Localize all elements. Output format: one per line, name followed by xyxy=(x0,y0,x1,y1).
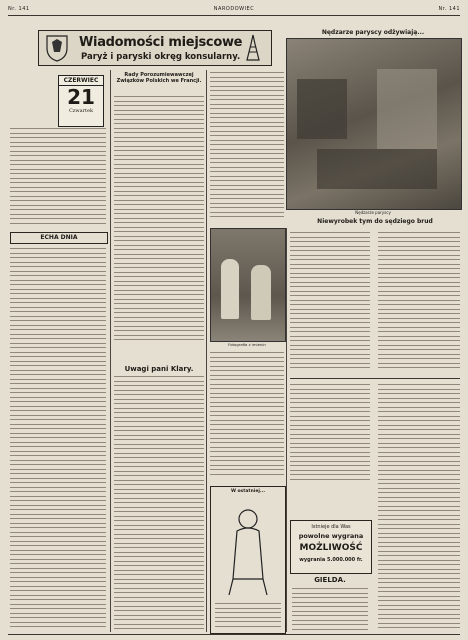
exchange-table xyxy=(292,588,368,632)
banner-subtitle: Paryż i paryski okręg konsularny. xyxy=(81,52,241,62)
page-number-right: Nr. 141 xyxy=(438,6,460,12)
column3-text-mid xyxy=(210,352,284,482)
caption-center-photo: Fotografia z imienin xyxy=(228,342,266,347)
headline-w-ostatniej: W ostatniej... xyxy=(230,489,266,494)
page-header xyxy=(8,4,460,14)
bottom-rule xyxy=(8,634,460,635)
echa-dnia-title: ECHA DNIA xyxy=(40,234,78,241)
left-column-text-top xyxy=(10,128,106,228)
calendar-weekday: Czwartek xyxy=(68,108,94,114)
illustration-figure-icon xyxy=(219,499,277,599)
crest-icon xyxy=(45,34,69,62)
headline-gielda: GIELDA. xyxy=(314,576,346,584)
calendar-month: CZERWIEC xyxy=(59,76,103,86)
column-rule-3 xyxy=(286,228,287,632)
banner-title: Wiadomości miejscowe xyxy=(79,35,243,50)
photo-children xyxy=(210,228,286,342)
header-rule xyxy=(8,15,460,16)
ad-line2: powolne wygrana xyxy=(298,532,364,540)
column-rule-2 xyxy=(206,70,207,632)
lottery-ad xyxy=(290,520,372,574)
headline-niewyrob: Niewyrobek tym do sędziego brud xyxy=(317,218,433,225)
caption-right-photo: Nędzarze paryscy xyxy=(355,210,391,215)
column4-text-mid xyxy=(290,384,370,484)
echa-dnia-box xyxy=(10,232,108,244)
column4-text-top xyxy=(290,232,370,372)
section-banner xyxy=(38,30,272,66)
column5-text-bottom xyxy=(378,384,460,632)
newspaper-name: NARODOWIEC xyxy=(213,6,255,12)
photo-paris-street xyxy=(286,38,462,210)
column-rule-1 xyxy=(110,70,111,632)
page-number-left: Nr. 141 xyxy=(8,6,30,12)
ad-line3: MOŻLIWOŚĆ xyxy=(299,543,363,553)
headline-uwagi: Uwagi pani Klary. xyxy=(124,365,194,373)
left-column-text xyxy=(10,248,106,628)
headline-nedzarze: Nędzarze paryscy odżywiają... xyxy=(321,29,425,36)
column5-text-top xyxy=(378,232,460,372)
headline-rada: Rady Porozumiewawczej Związków Polskich we Francji. xyxy=(116,72,202,84)
ad-line4: wygrania 5.000.000 fr. xyxy=(299,557,363,563)
ad-line1: Istnieje dla Was xyxy=(311,524,351,530)
calendar-day: 21 xyxy=(67,85,95,109)
column2-text-top xyxy=(114,96,204,346)
eiffel-tower-icon xyxy=(241,34,265,62)
column3-text-top xyxy=(210,72,284,222)
column2-text-bottom xyxy=(114,376,204,632)
calendar-box xyxy=(58,75,104,127)
illustration-box xyxy=(210,486,286,634)
